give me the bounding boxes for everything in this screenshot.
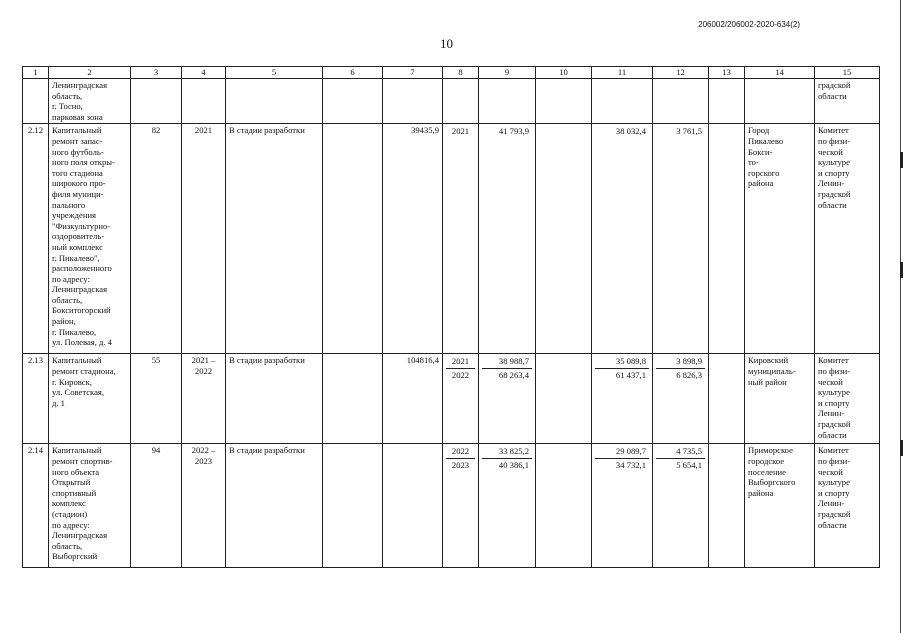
empty-cell [709,79,745,124]
local-funding-value: 6 826,3 [656,368,705,382]
scan-edge-line [900,0,901,633]
table-row [23,354,880,444]
column-number: 9 [479,67,536,79]
regional-funding-value: 35 089,8 [615,356,646,367]
regional-funding-value: 34 732,1 [595,458,649,472]
column-number: 4 [182,67,226,79]
total-funding [479,124,536,354]
column-number: 12 [653,67,709,79]
table-row [23,79,880,124]
municipality: Приморское городское поселение Выборгского района [745,444,815,568]
funding-year-value: 2023 [446,458,475,472]
scan-edge-mark [900,440,903,456]
regional-funding-value: 29 089,7 [615,446,646,457]
capacity-value: 55 [131,354,182,444]
column-number: 8 [443,67,479,79]
empty-cell [323,354,383,444]
local-funding-value: 3 761,5 [676,126,702,137]
total-funding-value: 40 386,1 [482,458,532,472]
status-text: В стадии разработки [226,444,323,568]
item-number: 2.14 [23,444,49,568]
column-number: 10 [536,67,592,79]
capacity-value: 82 [131,124,182,354]
funding-year [443,124,479,354]
status-text: В стадии разработки [226,354,323,444]
local-funding [653,354,709,444]
period-value [182,79,226,124]
empty-cell [323,444,383,568]
responsible-body: Комитет по физи- ческой культуре и спорту Ленин- градской области [815,444,880,568]
responsible-body: Комитет по физи- ческой культуре и спорту Ленин- градской области [815,354,880,444]
object-name: Капитальный ремонт спортив- ного объекта Открытый спортивный комплекс (стадион) по адресу: Ленинградская область, Выборгский [49,444,131,568]
empty-cell [323,124,383,354]
empty-cell [536,124,592,354]
local-funding [653,444,709,568]
empty-cell [536,354,592,444]
regional-funding [592,354,653,444]
total-funding [479,444,536,568]
responsible-body: Комитет по физи- ческой культуре и спорту Ленин- градской области [815,124,880,354]
total-funding-value: 41 793,9 [498,126,529,137]
total-funding [479,354,536,444]
object-name: Ленинградская область, г. Тосно, парковая зона [49,79,131,124]
table-row [23,124,880,354]
capacity-value [131,79,182,124]
funding-year [443,79,479,124]
funding-year [443,444,479,568]
municipality: Кировский муниципаль- ный район [745,354,815,444]
local-funding-value: 5 654,1 [656,458,705,472]
regional-funding [592,124,653,354]
total-funding-value: 68 263,4 [482,368,532,382]
empty-cell [709,354,745,444]
page-number: 10 [440,36,453,51]
estimated-cost [383,444,443,568]
responsible-body: градской области [815,79,880,124]
item-number [23,79,49,124]
object-name: Капитальный ремонт стадиона, г. Кировск, ул. Советская, д. 1 [49,354,131,444]
item-number: 2.13 [23,354,49,444]
empty-cell [536,444,592,568]
scan-edge-mark [900,262,903,278]
table-row [23,444,880,568]
regional-funding [592,444,653,568]
estimated-cost: 39435,9 [383,124,443,354]
object-name: Капитальный ремонт запас- ного футболь- ного поля откры- того стадиона широкого про- филя муници- пального учреждения "Физкультурно- оздоровитель- ный комплекс г. Пикалево", расположенного по адресу: Ленинградская область, Бокситогорский район, г. Пикалево, ул. Полевая, д. 4 [49,124,131,354]
empty-cell [709,444,745,568]
local-funding-value: 3 898,9 [676,356,702,367]
empty-cell [709,124,745,354]
municipality: Город Пикалево Бокси- то- горского района [745,124,815,354]
column-number: 6 [323,67,383,79]
status-text [226,79,323,124]
document-id: 206002/206002-2020-634(2) [698,20,800,29]
funding-year-value: 2022 [446,368,475,382]
column-number: 2 [49,67,131,79]
column-number: 3 [131,67,182,79]
column-number: 11 [592,67,653,79]
total-funding-value: 33 825,2 [498,446,529,457]
status-text: В стадии разработки [226,124,323,354]
period-value: 2021 [182,124,226,354]
column-number: 7 [383,67,443,79]
local-funding [653,79,709,124]
column-number: 13 [709,67,745,79]
empty-cell [323,79,383,124]
total-funding [479,79,536,124]
local-funding-value: 4 735,5 [676,446,702,457]
column-number: 1 [23,67,49,79]
estimated-cost: 104816,4 [383,354,443,444]
funding-year [443,354,479,444]
column-number-row [23,67,880,79]
item-number: 2.12 [23,124,49,354]
period-value: 2021 – 2022 [182,354,226,444]
estimated-cost [383,79,443,124]
empty-cell [536,79,592,124]
program-table [22,66,880,568]
local-funding [653,124,709,354]
scan-edge-mark [900,152,903,168]
regional-funding [592,79,653,124]
regional-funding-value: 61 437,1 [595,368,649,382]
funding-year-value: 2021 [451,126,470,137]
column-number: 5 [226,67,323,79]
funding-year-value: 2021 [451,356,470,367]
regional-funding-value: 38 032,4 [615,126,646,137]
capacity-value: 94 [131,444,182,568]
funding-year-value: 2022 [451,446,470,457]
total-funding-value: 38 988,7 [498,356,529,367]
column-number: 14 [745,67,815,79]
municipality [745,79,815,124]
period-value: 2022 – 2023 [182,444,226,568]
column-number: 15 [815,67,880,79]
